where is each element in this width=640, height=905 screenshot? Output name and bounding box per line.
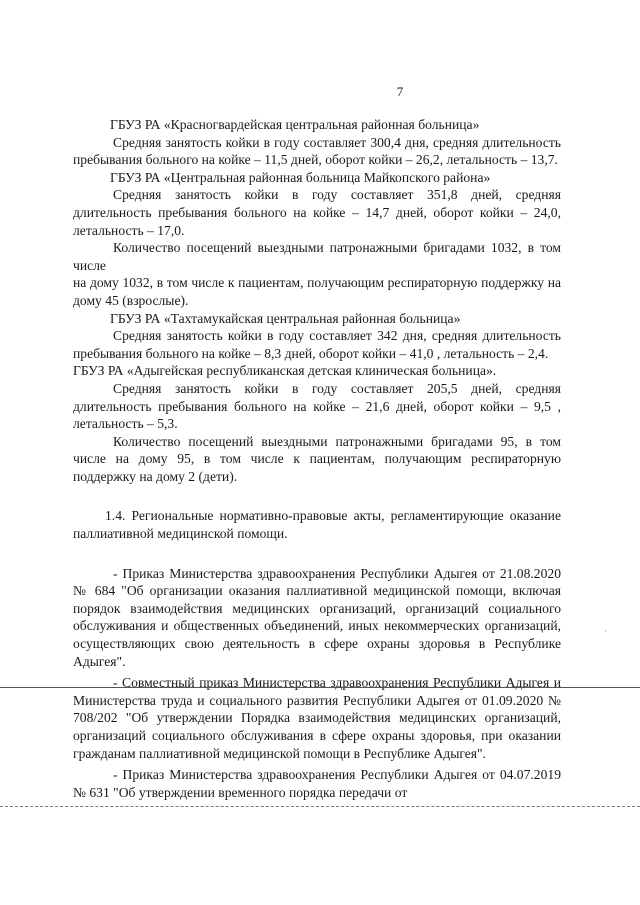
list-item: - Приказ Министерства здравоохранения Республики Адыгея от 04.07.2019 № 631 "Об утверждении временного порядка передачи от xyxy=(73,767,561,800)
stats-paragraph-maykopsky: Средняя занятость койки в году составляет 351,8 дней, средняя длительность пребывания больного на койке – 14,7 дней, оборот койки – 24,0, летальность – 17,0. xyxy=(73,187,561,238)
org-heading-maykopsky: ГБУЗ РА «Центральная районная больница Майкопского района» xyxy=(110,169,491,185)
visits-paragraph-childrens-hospital: Количество посещений выездными патронажными бригадами 95, в том числе на дому 95, в том числе к пациентам, получающим респираторную поддержку на дому 2 (дети). xyxy=(73,433,561,484)
scan-artifact-mark: · xyxy=(604,626,607,636)
org-heading-krasnogvardeyskaya: ГБУЗ РА «Красногвардейская центральная районная больница» xyxy=(110,117,480,132)
document-body xyxy=(73,116,561,801)
list-item: - Совместный приказ Министерства здравоохранения Республики Адыгея и Министерства труда и социального развития Республики Адыгея от 01.09.2020 № 708/202 "Об утверждении Порядка взаимодействия медицинских организаций, организаций социального обслуживания в сфере охраны здоровья, при оказании гражданам паллиативной медицинской помощи в Республике Адыгея". xyxy=(73,675,561,761)
stats-paragraph-childrens-hospital: Средняя занятость койки в году составляет 205,5 дней, средняя длительность пребывания больного на койке – 21,6 дней, оборот койки – 9,5 , летальность – 5,3. xyxy=(73,380,561,432)
scan-fold-line xyxy=(0,687,640,688)
list-item: - Приказ Министерства здравоохранения Республики Адыгея от 21.08.2020 № 684 "Об организации оказания паллиативной медицинской помощи, включая порядок взаимодействия медицинских организаций, организаций социального обслуживания и общественных объединений, иных некоммерческих организаций, осуществляющих свою деятельность в сфере охраны здоровья в Республике Адыгея". xyxy=(73,565,561,669)
stats-paragraph-krasnogvardeyskaya: Средняя занятость койки в году составляет 300,4 дня, средняя длительность пребывания больного на койке – 11,5 дней, оборот койки – 26,2, летальность – 13,7. xyxy=(73,134,561,168)
scan-fold-line xyxy=(0,806,640,807)
visits-paragraph-maykopsky: Количество посещений выездными патронажными бригадами 1032, в том числе xyxy=(73,240,561,273)
visits-continuation-maykopsky: на дому 1032, в том числе к пациентам, получающим респираторную поддержку на дому 45 (взрослые). xyxy=(73,275,561,308)
page-number: 7 xyxy=(396,84,404,99)
org-heading-childrens-hospital: ГБУЗ РА «Адыгейская республиканская детская клиническая больница». xyxy=(73,363,497,379)
regional-acts-list xyxy=(73,565,561,802)
org-heading-takhtamukayskaya: ГБУЗ РА «Тахтамукайская центральная районная больница» xyxy=(110,310,461,326)
section-heading-regional-acts: 1.4. Региональные нормативно-правовые акты, регламентирующие оказание паллиативной медицинской помощи. xyxy=(73,508,561,542)
stats-paragraph-takhtamukayskaya: Средняя занятость койки в году составляет 342 дня, средняя длительность пребывания больного на койке – 8,3 дней, оборот койки – 41,0 , летальность – 2,4. xyxy=(73,328,561,361)
